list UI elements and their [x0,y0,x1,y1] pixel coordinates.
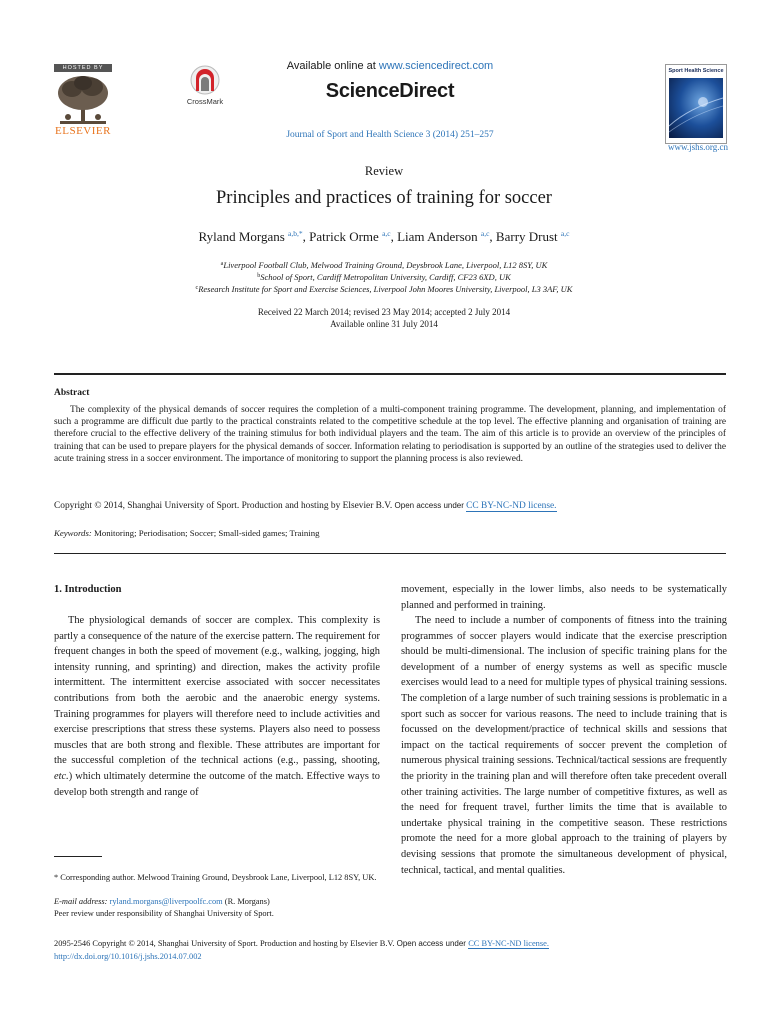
sciencedirect-link[interactable]: www.sciencedirect.com [378,60,494,72]
keywords-list: Monitoring; Periodisation; Soccer; Small-sided games; Training [91,528,320,538]
journal-cover[interactable] [665,64,727,144]
author-name: Barry Drust [495,229,558,244]
cover-title: Sport Health Science [668,68,724,74]
affiliation: $^c$Research Institute for Sport and Exercise Sciences, Liverpool John Moores University, Liverpool, L3 3AF, UK [195,284,573,294]
available-date: Available online 31 July 2014 [330,319,438,329]
abstract-heading: Abstract [54,388,90,398]
crossmark-icon [183,64,227,98]
article-title: Principles and practices of training for soccer [216,188,552,208]
open-access-label: Open access under [394,501,467,510]
doi-link[interactable]: http://dx.doi.org/10.1016/j.jshs.2014.07.002 [54,952,202,961]
license-link[interactable]: CC BY-NC-ND license. [466,501,557,511]
affiliation: $^a$Liverpool Football Club, Melwood Training Ground, Deysbrook Lane, Liverpool, L12 8SY, UK [220,260,548,270]
available-online [240,60,540,72]
abstract-text: The complexity of the physical demands of soccer requires the completion of a multi-component training programme. The development, planning, and implementation of such a programme are difficult due partly to the practical constraints related to the competitive schedule at the top level. The effective planning and organisation of training are therefore crucial to the effective delivery of the training stimulus for both individual players and the team. The aim of this article is to provide an overview of the principles of training that can be used to prepare players for the physical demands of soccer. Information relating to periodisation is supported by an outline of the strategies used to deliver the acute training stress in a soccer environment. The importance of monitoring to support the planning process is also reviewed. [54,405,726,464]
journal-url-link[interactable]: www.jshs.org.cn [668,142,728,152]
corresponding-author-note: * Corresponding author. Melwood Training Ground, Deysbrook Lane, Liverpool, L12 8SY, UK. [54,873,377,882]
crossmark-label: CrossMark [186,97,224,106]
elsevier-logo[interactable] [54,64,112,138]
affiliation: $^b$School of Sport, Cardiff Metropolitan University, Cardiff, CF23 6XD, UK [257,272,511,282]
abstract-copyright: Copyright © 2014, Shanghai University of Sport. Production and hosting by Elsevier B.V. Open access under CC BY-NC-ND license. [54,501,557,511]
article-type: Review [364,164,404,178]
peer-review-note: Peer review under responsibility of Shanghai University of Sport. [54,909,274,918]
right-column-continuation: movement, especially in the lower limbs, also needs to be systematically planned and performed in training. [401,584,727,611]
publisher-name: ELSEVIER [55,125,111,137]
author-marks[interactable]: a,b,* [288,229,303,238]
keywords [54,528,726,538]
open-access-label: Open access under [396,939,469,948]
article-dates: Received 22 March 2014; revised 23 May 2014; accepted 2 July 2014 [257,307,511,317]
section-heading: 1. Introduction [54,584,122,595]
available-prefix: Available online at [286,60,379,72]
author-name: Liam Anderson [397,229,478,244]
keywords-label: Keywords: [54,528,92,538]
journal-citation[interactable]: Journal of Sport and Health Science 3 (2014) 251–257 [286,130,494,140]
right-column-paragraph: The need to include a number of components of fitness into the training programmes of soccer players would indicate that the exercise prescription should be multi-dimensional. The inclusion of specific training plans for the development of a number of energy systems as well as specific muscle exercises would lead to a need for multiple types of physical training sessions. The completion of a large number of such training sessions is problematic in a sport such as soccer for various reasons. The need to include training that is focussed on the development/practice of technical skills and sessions that impact on the tactical requirements of soccer prevent the completion of numerous physical training sessions. Technical/tactical sessions are frequently the priority in the training plan and will therefore often take precedent overall other training activities. The large number of competitive fixtures, as well as the need for frequent travel, further limits the time that is available to undertake physical training in the competitive season. These restrictions promote the need for a more global approach to the training of players by devising sessions that promote the simultaneous development of physical, technical, tactical, and mental qualities. [401,615,727,876]
license-link[interactable]: CC BY-NC-ND license. [468,939,549,948]
author-name: Ryland Morgans [198,229,285,244]
author-list: Ryland Morgans $^{a,b,*}$, Patrick Orme $^{a,c}$, Liam Anderson $^{a,c}$, Barry Drust $^{a,c}$ [198,229,570,244]
sciencedirect-title: ScienceDirect [325,80,455,102]
left-column-paragraph: The physiological demands of soccer are complex. This complexity is partly a consequence of the nature of the exercise pattern. The requirement for frequent changes in both the speed of movement (e.g., walking, jogging, high intensity running, and sprinting) and direction, makes the activity profile intermittent. The intermittent exercise associated with soccer necessitates contributions from both the aerobic and the anaerobic energy systems. Training programmes for players will therefore need to include activities and exercise prescriptions that stress these systems. Players also need to possess muscles that are both strong and flexible. These attributes are important for the successful completion of the technical actions (e.g., passing, shooting, etc.) which ultimately determine the outcome of the match. Effective ways to develop both strength and range of [54,615,380,798]
author-marks[interactable]: a,c [560,229,570,238]
abstract-top-rule [54,373,726,375]
footer-copyright: 2095-2546 Copyright © 2014, Shanghai University of Sport. Production and hosting by Elsevier B.V. Open access under CC BY-NC-ND license. [54,939,549,948]
email-link[interactable]: ryland.morgans@liverpoolfc.com [109,897,223,906]
author-name: Patrick Orme [309,229,379,244]
abstract-bottom-rule [54,553,726,554]
author-marks[interactable]: a,c [382,229,391,238]
crossmark-badge[interactable] [183,64,227,108]
elsevier-tree-icon [54,73,112,127]
author-marks[interactable]: a,c [480,229,490,238]
cover-image [669,78,723,138]
footnote-rule [54,856,102,857]
email-note: E-mail address: ryland.morgans@liverpoolfc.com (R. Morgans) [54,897,270,906]
hosted-by-label: HOSTED BY [54,64,112,72]
